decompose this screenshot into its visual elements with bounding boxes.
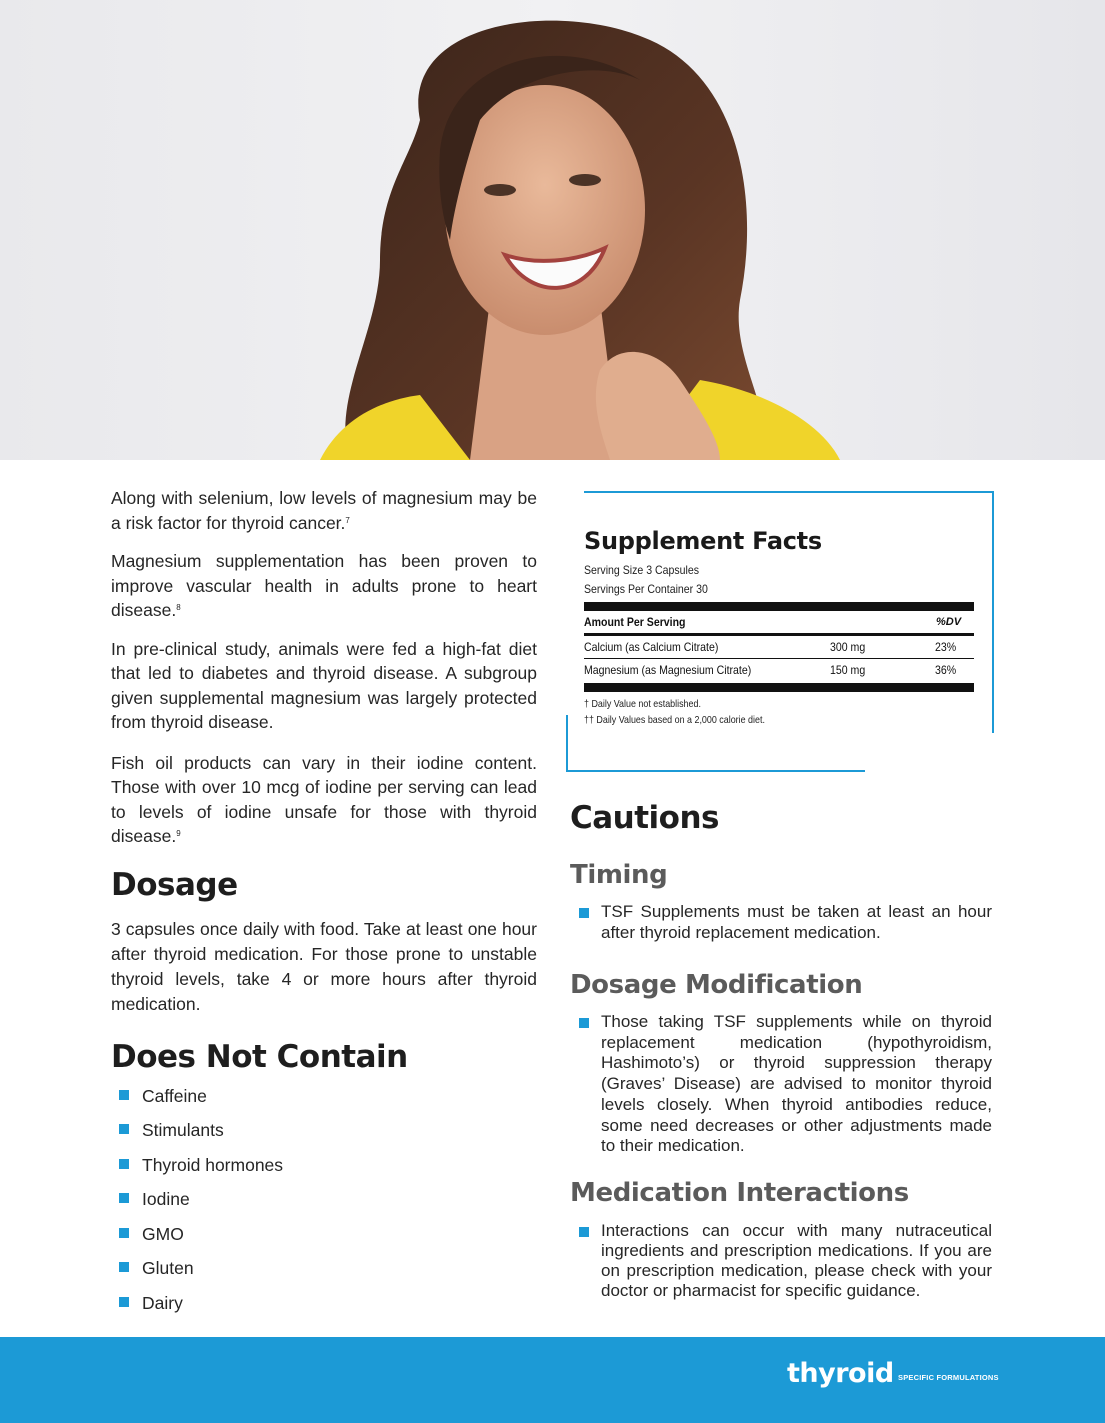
paragraph-fish-oil: Fish oil products can vary in their iodine content. Those with over 10 mcg of iodine per serving can lead to levels of iodine unsafe for those with thyroid disease.$^9$ bbox=[111, 752, 537, 846]
facts-row-magnesium bbox=[584, 659, 974, 681]
list-item: GMO bbox=[111, 1223, 537, 1258]
nutrient-amount: 300 mg bbox=[830, 640, 866, 654]
facts-frame-right bbox=[992, 491, 994, 733]
paragraph-preclinical: In pre-clinical study, animals were fed a high-fat diet that led to diabetes and thyroid disease. A subgroup given supplemental magnesium was largely protected from thyroid disease. bbox=[111, 638, 537, 732]
bullet-square-icon bbox=[119, 1297, 129, 1307]
list-item: Stimulants bbox=[111, 1119, 537, 1154]
nutrient-name: Calcium (as Calcium Citrate) bbox=[584, 640, 719, 654]
medication-interactions-heading: Medication Interactions bbox=[570, 1178, 909, 1208]
calorie-diet-note: †† Daily Values based on a 2,000 calorie diet. bbox=[584, 714, 765, 726]
facts-header-row bbox=[584, 611, 974, 633]
supplement-facts-title: Supplement Facts bbox=[584, 527, 822, 555]
bullet-square-icon bbox=[579, 1227, 589, 1237]
hero-illustration bbox=[0, 0, 1105, 460]
facts-notes bbox=[584, 695, 974, 729]
daily-value-note: † Daily Value not established. bbox=[584, 698, 701, 710]
bullet-square-icon bbox=[119, 1124, 129, 1134]
facts-row-calcium bbox=[584, 636, 974, 658]
facts-thick-rule-bottom bbox=[584, 683, 974, 692]
left-column bbox=[111, 486, 537, 1326]
medication-interactions-section bbox=[570, 1178, 992, 1301]
bullet-square-icon bbox=[119, 1090, 129, 1100]
does-not-contain-heading: Does Not Contain bbox=[111, 1038, 408, 1075]
timing-bullet: TSF Supplements must be taken at least an hour after thyroid replacement medication. bbox=[570, 902, 992, 943]
paragraph-selenium: Along with selenium, low levels of magnesium may be a risk factor for thyroid cancer.$^7$ bbox=[111, 488, 537, 533]
servings-per-container: Servings Per Container 30 bbox=[584, 582, 708, 596]
bullet-square-icon bbox=[119, 1159, 129, 1169]
dosage-modification-section bbox=[570, 970, 992, 1157]
cautions-heading: Cautions bbox=[570, 800, 720, 836]
dosage-heading: Dosage bbox=[111, 866, 238, 903]
facts-frame-top bbox=[584, 491, 994, 493]
brand-tagline: SPECIFIC FORMULATIONS bbox=[898, 1373, 999, 1382]
dosage-modification-heading: Dosage Modification bbox=[570, 970, 863, 1000]
bullet-square-icon bbox=[579, 908, 589, 918]
nutrient-name: Magnesium (as Magnesium Citrate) bbox=[584, 663, 752, 677]
brand-logo: thyroid bbox=[787, 1358, 894, 1389]
bullet-square-icon bbox=[119, 1228, 129, 1238]
list-item: Iodine bbox=[111, 1188, 537, 1223]
list-item: Caffeine bbox=[111, 1085, 537, 1120]
facts-frame-left bbox=[566, 715, 568, 772]
facts-frame-bottom bbox=[566, 770, 865, 772]
list-item: Gluten bbox=[111, 1257, 537, 1292]
hero-photo bbox=[0, 0, 1105, 460]
amount-per-serving-header: Amount Per Serving bbox=[584, 615, 686, 629]
supplement-facts-panel bbox=[584, 527, 974, 729]
timing-section bbox=[570, 860, 992, 943]
does-not-contain-list bbox=[111, 1085, 537, 1327]
bullet-square-icon bbox=[579, 1018, 589, 1028]
cautions-section bbox=[570, 800, 992, 836]
nutrient-dv: 36% bbox=[935, 663, 957, 677]
bullet-square-icon bbox=[119, 1262, 129, 1272]
paragraph-vascular: Magnesium supplementation has been proven to improve vascular health in adults prone to heart disease.$^8$ bbox=[111, 551, 537, 620]
medication-interactions-bullet: Interactions can occur with many nutraceutical ingredients and prescription medications. If you are on prescription medication, please check with your doctor or pharmacist for specific guidance. bbox=[570, 1221, 992, 1301]
serving-size: Serving Size 3 Capsules bbox=[584, 563, 700, 577]
dosage-modification-bullet: Those taking TSF supplements while on thyroid replacement medication (hypothyroidism, Hashimoto’s) or thyroid suppression therapy (Graves’ Disease) are advised to monitor thyroid levels closely. When thyroid antibodies reduce, some need decreases or other adjustments made to their medication. bbox=[570, 1012, 992, 1157]
timing-heading: Timing bbox=[570, 860, 668, 890]
nutrient-dv: 23% bbox=[935, 640, 957, 654]
nutrient-amount: 150 mg bbox=[830, 663, 866, 677]
dosage-text: 3 capsules once daily with food. Take at least one hour after thyroid medication. For those prone to unstable thyroid levels, take 4 or more hours after thyroid medication. bbox=[111, 918, 537, 1014]
bullet-square-icon bbox=[119, 1193, 129, 1203]
list-item: Dairy bbox=[111, 1292, 537, 1327]
list-item: Thyroid hormones bbox=[111, 1154, 537, 1189]
facts-thick-rule bbox=[584, 602, 974, 611]
dv-header: %DV bbox=[936, 616, 962, 628]
